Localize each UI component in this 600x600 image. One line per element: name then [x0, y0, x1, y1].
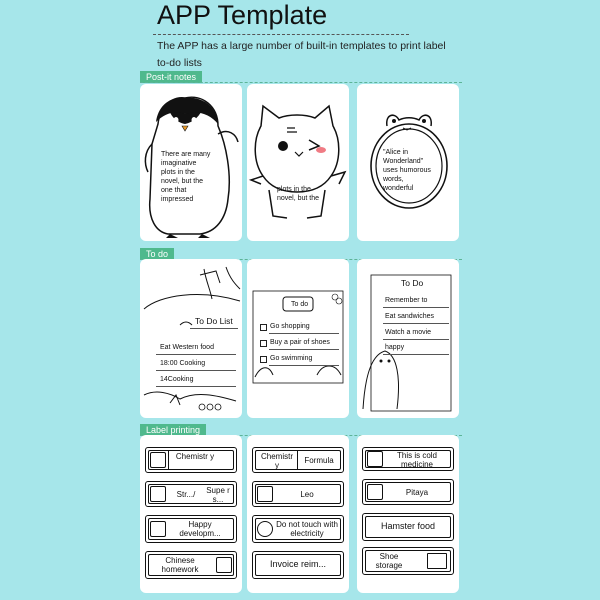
todo-line [156, 370, 236, 371]
label-text: This is cold medicine [396, 451, 437, 469]
label-text: Invoice reim... [269, 559, 327, 569]
pitaya-icon [367, 484, 383, 500]
label-chemistry[interactable] [145, 447, 237, 473]
person-icon [150, 521, 166, 537]
section-label-postit: Post-it notes [140, 71, 202, 83]
title-divider [153, 34, 409, 35]
checkbox[interactable] [260, 324, 267, 331]
label-text: Pitaya [405, 488, 429, 497]
postit-text: plots in the novel, but the [277, 186, 320, 202]
label-text: Supe r s... [206, 486, 230, 504]
label-card-1[interactable] [140, 435, 242, 593]
strawberry-icon [150, 486, 166, 502]
label-hamster[interactable] [362, 513, 454, 541]
section-label-todo: To do [140, 248, 174, 260]
section-label-labels: Label printing [140, 424, 206, 436]
todo-line [383, 323, 449, 324]
flask-icon [150, 452, 166, 468]
label-happy[interactable] [145, 515, 237, 543]
todo-item: Watch a movie [385, 329, 432, 336]
label-homework[interactable] [145, 551, 237, 579]
todo-card-1[interactable] [140, 259, 242, 418]
postit-card-cat[interactable] [247, 84, 349, 241]
todo-heading: To Do List [195, 316, 233, 326]
todo-card-3[interactable] [357, 259, 459, 418]
todo-line [383, 354, 449, 355]
todo-line [269, 365, 339, 366]
label-text: Hamster food [380, 521, 436, 531]
no-touch-icon [257, 521, 273, 537]
heading-underline [190, 328, 238, 329]
todo-line [156, 386, 236, 387]
label-card-3[interactable] [357, 435, 459, 593]
label-shoe[interactable] [362, 547, 454, 575]
label-text: Happy developm... [179, 520, 221, 538]
shoe-icon [427, 553, 447, 569]
label-leo[interactable] [252, 481, 344, 507]
label-separator [297, 451, 298, 469]
label-pitaya[interactable] [362, 479, 454, 505]
todo-heading: To do [291, 301, 309, 308]
label-text: Shoe storage [375, 552, 403, 570]
todo-item: happy [385, 344, 405, 351]
label-medicine[interactable] [362, 447, 454, 471]
todo-item: Remember to [385, 297, 428, 304]
todo-item: Eat sandwiches [385, 313, 435, 320]
island-illustration [140, 259, 242, 418]
todo-heading: To Do [401, 278, 424, 288]
todo-line [156, 354, 236, 355]
label-text: Leo [300, 490, 314, 499]
todo-item: Eat Western food [160, 344, 214, 351]
page-title: APP Template [157, 0, 328, 30]
todo-card-2[interactable] [247, 259, 349, 418]
postit-text: There are many imaginative plots in the novel, but the one that impressed [161, 151, 211, 203]
todo-line [383, 339, 449, 340]
label-invoice[interactable] [252, 551, 344, 579]
book-icon [216, 557, 232, 573]
label-card-2[interactable] [247, 435, 349, 593]
todo-item: 14Cooking [160, 376, 194, 383]
todo-item: Go shopping [270, 323, 310, 330]
label-text: Formula [304, 456, 334, 465]
label-text: Str.../ [176, 490, 196, 499]
postit-card-penguin[interactable] [140, 84, 242, 241]
checkbox[interactable] [260, 340, 267, 347]
postit-text: "Alice in Wonderland" uses humorous words, wonderful [383, 149, 431, 192]
cat-illustration [247, 84, 349, 241]
label-text: Chemistr y [175, 452, 215, 461]
postit-card-frog[interactable] [357, 84, 459, 241]
todo-line [383, 307, 449, 308]
todo-line [269, 333, 339, 334]
page-subtitle: The APP has a large number of built-in templates to print label to-do lists [157, 40, 446, 69]
medicine-kit-icon [367, 451, 383, 467]
lion-icon [257, 486, 273, 502]
label-text: Chinese homework [161, 556, 199, 574]
todo-item: Buy a pair of shoes [270, 339, 330, 346]
label-text: Do not touch with electricity [276, 520, 338, 538]
label-separator [168, 451, 169, 469]
todo-line [269, 349, 339, 350]
label-electricity[interactable] [252, 515, 344, 543]
checkbox[interactable] [260, 356, 267, 363]
label-strawberry[interactable] [145, 481, 237, 507]
todo-item: Go swimming [270, 355, 313, 362]
section-divider-postit [140, 82, 462, 83]
label-formula[interactable] [252, 447, 344, 473]
label-text: Chemistr y [260, 452, 293, 470]
todo-item: 18:00 Cooking [160, 360, 206, 367]
